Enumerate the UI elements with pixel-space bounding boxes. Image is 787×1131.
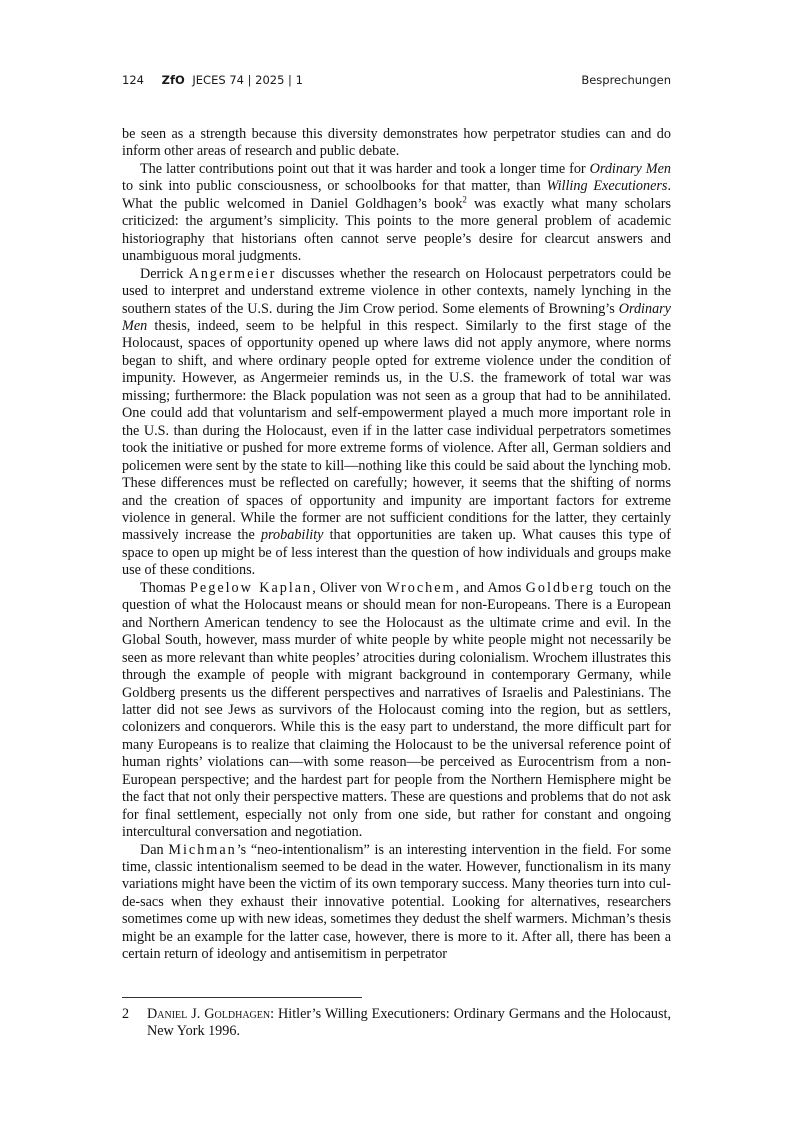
footnote-2 [122,1006,671,1041]
text-run: was exactly what many scholars criticized: the argument’s simplicity. This points to the more general problem of academic historiography that historians often cannot serve people’s desire for clearcut answers and unambiguous moral judgments. [122,195,671,265]
paragraph [122,580,671,842]
italic-title: Ordinary Men [589,160,671,177]
page-number: 124 [122,73,144,87]
author-name: Goldberg [525,579,595,596]
italic-title: probability [260,527,324,544]
italic-title: Willing Executioners [546,178,668,195]
running-header [122,73,671,91]
footnote-author: Daniel J. Goldhagen [147,1006,271,1022]
text-run: to sink into public consciousness, or schoolbooks for that matter, than [122,178,547,195]
footnote-rule [122,997,362,998]
author-name: Michman [168,841,237,858]
review-body [122,126,671,964]
text-run: Derrick [140,265,189,282]
journal-name: ZfO [161,73,185,87]
text-run: thesis, indeed, seem to be helpful in this respect. Similarly to the first stage of the Holocaust, spaces of opportunity opened up where laws did not apply anymore, where norms began to shift, and where ordinary people opted for extreme violence under the condition of impunity. However, as Angermeier reminds us, in the U.S. the framework of total war was missing; furthermore: the Black population was not seen as a group that had to be annihilated. One could add that voluntarism and self-empowerment played a much more important role in the U.S. than during the Holocaust, even if in the latter case individual perpetrators sometimes took the initiative or pushed for more extreme forms of violence. After all, German soldiers and policemen were sent by the state to kill—nothing like this could be said about the lynching mob. These differences must be reflected on carefully; however, it seems that the shifting of norms and the creation of spaces of opportunity and impunity are important factors for extreme violence in general. While the former are not sufficient conditions for the latter, they certainly massively increase the [122,317,671,544]
paragraph [122,842,671,964]
italic-title: Ordinary Men [122,300,671,334]
author-name: Wrochem [386,579,456,596]
paragraph [122,266,671,580]
footnote-ref: 2 [462,194,467,205]
text-run: Dan [140,841,169,858]
footnote-number: 2 [122,1006,130,1022]
text-run: Thomas [140,579,191,596]
text-run: , and Amos [455,579,526,596]
text-run: be seen as a strength because this diversity demonstrates how perpetrator studies can and do inform other areas of research and public debate. [122,126,671,160]
text-run: The latter contributions point out that it was harder and took a longer time for [140,160,590,177]
text-run: discusses whether the research on Holocaust perpetrators could be used to interpret and understand extreme violence in other contexts, namely lynching in the southern states of the U.S. during the Jim Crow period. Some elements of Browning’s [122,265,671,317]
volume-issue: 74 | 2025 | 1 [229,73,303,87]
header-left [122,73,303,87]
author-name: Pegelow Kaplan [190,579,313,596]
footnote-text [147,1006,671,1041]
text-run: . What the public welcomed in Daniel Goldhagen’s book [122,178,671,212]
paragraph [122,161,671,266]
section-title: Besprechungen [581,73,671,87]
text-run: ’s “neo-intentionalism” is an interesting intervention in the field. For some time, classic intentionalism seemed to be dead in the water. However, functionalism in its many variations might have been the victim of its own temporary success. Many theories turn into cul-de-sacs when they exhaust their innovative potential. Looking for alternatives, researchers sometimes come up with new ideas, sometimes they dedust the shelf warmers. Michman’s thesis might be an example for the latter case, however, there is more to it. After all, there has been a certain return of ideology and antisemitism in perpetrator [122,841,672,963]
text-run: touch on the question of what the Holocaust means or should mean for non-Europeans. There is a European and Northern American tendency to see the Holocaust as the ultimate crime and evil. In the Global South, however, mass murder of white people by white people might not necessarily be seen as more relevant than white peoples’ atrocities during colonialism. Wrochem illustrates this through the example of people with migrant background in contemporary Germany, while Goldberg presents us the different perspectives and narratives of Israelis and Palestinians. The latter did not see Jews as survivors of the Holocaust coming into the region, but as settlers, colonizers and conquerors. While this is the easy part to understand, the more difficult part for many Europeans is to realize that claiming the Holocaust to be the universal reference point of human rights’ violations can—with some reason—be perceived as Eurocentrism from a non-European perspective; and the hardest part for people from the Northern Hemisphere might be the fact that not only their perspective matters. These are questions and problems that do not ask for final settlement, especially not only from one side, but rather for constant and ongoing intercultural conversation and negotiation. [122,579,671,841]
paragraph [122,126,671,161]
journal-short: JECES [192,73,226,87]
text-run: , Oliver von [312,579,387,596]
footnote-citation: : Hitler’s Willing Executioners: Ordinary Germans and the Holocaust, New York 1996. [147,1006,671,1040]
author-name: Angermeier [188,265,277,282]
text-run: that opportunities are taken up. What causes this type of space to open up might be of less interest than the question of how individuals and groups make use of these conditions. [122,527,671,579]
